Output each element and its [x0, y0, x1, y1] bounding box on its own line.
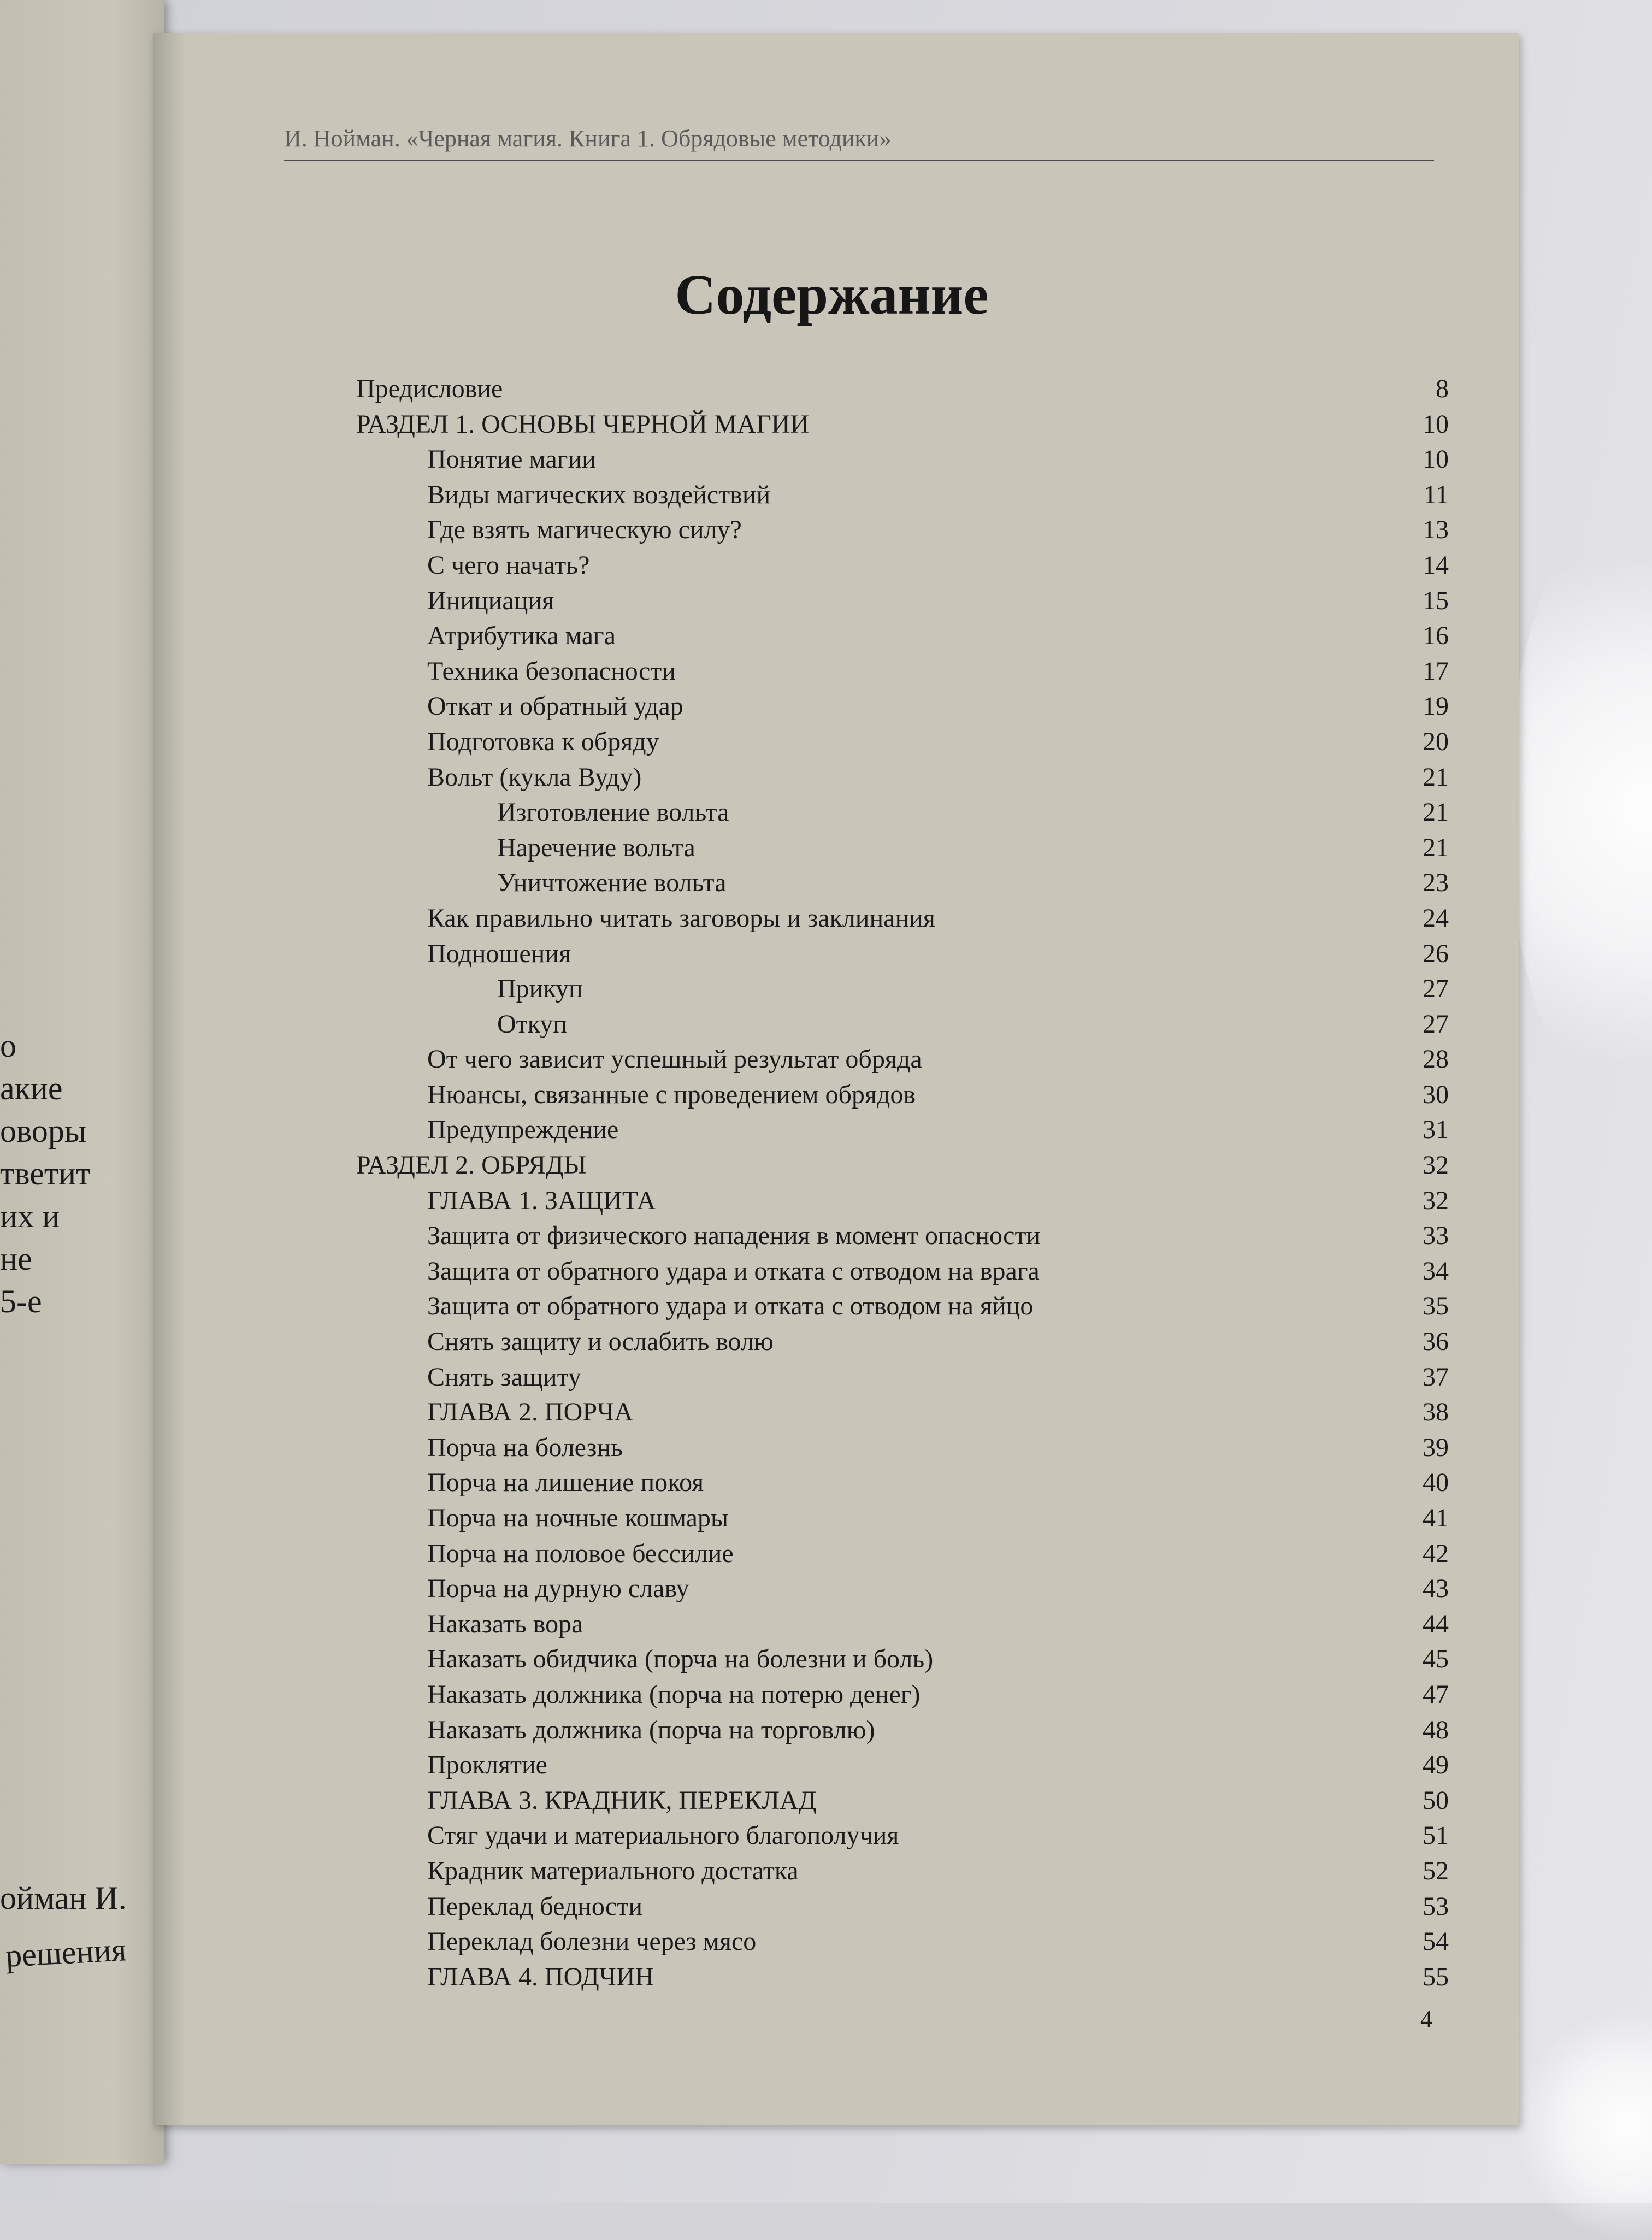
toc-entry-title: ГЛАВА 3. КРАДНИК, ПЕРЕКЛАД	[427, 1785, 817, 1815]
toc-entry-title: С чего начать?	[427, 550, 590, 580]
toc-entry-title: Порча на лишение покоя	[427, 1468, 704, 1498]
toc-entry-page: 21	[1423, 798, 1449, 827]
toc-entry-title: Где взять магическую силу?	[427, 515, 742, 545]
toc-entry	[356, 618, 1449, 654]
toc-entry	[356, 1395, 1449, 1430]
toc-entry	[356, 1112, 1449, 1148]
toc-entry-page: 32	[1423, 1186, 1449, 1215]
toc-entry-title: Стяг удачи и материального благополучия	[427, 1821, 899, 1850]
toc-entry-title: Изготовление вольта	[497, 798, 729, 827]
toc-entry-title: Снять защиту	[427, 1362, 581, 1392]
toc-entry-page: 47	[1423, 1679, 1449, 1709]
toc-entry-page: 15	[1423, 586, 1449, 615]
left-page-text: акие	[0, 1070, 63, 1106]
table-of-contents	[356, 372, 1449, 1995]
toc-entry-title: Защита от обратного удара и отката с отводом на яйцо	[427, 1292, 1034, 1321]
toc-entry	[356, 865, 1449, 901]
toc-entry	[356, 583, 1449, 619]
toc-entry	[356, 1042, 1449, 1077]
left-page-text: ойман И.	[0, 1880, 127, 1916]
toc-entry-title: Переклад бедности	[427, 1891, 643, 1921]
toc-entry-title: Как правильно читать заговоры и заклинания	[427, 903, 935, 933]
toc-entry-title: ГЛАВА 2. ПОРЧА	[427, 1398, 633, 1427]
toc-entry-page: 24	[1423, 903, 1449, 933]
toc-entry-title: Наречение вольта	[497, 833, 695, 862]
toc-entry-title: Откат и обратный удар	[427, 692, 683, 721]
toc-entry-title: Предисловие	[356, 374, 503, 403]
toc-entry-page: 40	[1423, 1468, 1449, 1498]
left-page-text: их и	[0, 1198, 60, 1234]
toc-entry-title: Атрибутика мага	[427, 621, 616, 651]
toc-entry	[356, 1748, 1449, 1783]
toc-entry	[356, 1818, 1449, 1854]
toc-entry	[356, 1783, 1449, 1819]
toc-entry-title: Наказать должника (порча на торговлю)	[427, 1715, 875, 1744]
toc-entry-page: 50	[1423, 1785, 1449, 1815]
toc-entry	[356, 372, 1449, 407]
toc-entry	[356, 407, 1449, 443]
toc-entry	[356, 1924, 1449, 1960]
toc-entry	[356, 1854, 1449, 1889]
toc-entry-title: ГЛАВА 1. ЗАЩИТА	[427, 1186, 656, 1215]
toc-entry-page: 21	[1423, 833, 1449, 862]
toc-entry-page: 39	[1423, 1433, 1449, 1462]
toc-entry	[356, 1677, 1449, 1713]
toc-entry	[356, 512, 1449, 548]
toc-entry-page: 10	[1423, 445, 1449, 474]
toc-entry	[356, 1536, 1449, 1572]
toc-entry-page: 42	[1423, 1538, 1449, 1568]
toc-entry-title: Прикуп	[497, 974, 583, 1004]
toc-entry-page: 28	[1423, 1045, 1449, 1074]
toc-entry	[356, 1501, 1449, 1536]
toc-entry-title: ГЛАВА 4. ПОДЧИН	[427, 1962, 654, 1991]
left-page-text: тветит	[0, 1156, 91, 1192]
toc-entry-title: Порча на дурную славу	[427, 1574, 689, 1604]
toc-entry	[356, 795, 1449, 830]
toc-title: Содержание	[675, 263, 989, 326]
toc-entry-title: Защита от обратного удара и отката с отводом на врага	[427, 1256, 1040, 1286]
toc-entry-page: 10	[1423, 409, 1449, 439]
toc-entry-page: 16	[1423, 621, 1449, 651]
toc-entry-page: 37	[1423, 1362, 1449, 1392]
toc-entry-page: 13	[1423, 515, 1449, 545]
toc-entry	[356, 936, 1449, 972]
toc-entry-page: 33	[1423, 1221, 1449, 1251]
toc-entry	[356, 971, 1449, 1007]
book-page	[153, 33, 1519, 2125]
toc-entry	[356, 1642, 1449, 1677]
left-page-text: о	[0, 1028, 16, 1064]
toc-entry	[356, 1607, 1449, 1642]
toc-entry	[356, 1713, 1449, 1748]
toc-entry-page: 19	[1423, 692, 1449, 721]
toc-entry-title: Виды магических воздействий	[427, 480, 771, 509]
toc-entry-page: 48	[1423, 1715, 1449, 1744]
toc-entry-page: 43	[1423, 1574, 1449, 1604]
toc-entry	[356, 1254, 1449, 1289]
toc-entry-page: 30	[1423, 1080, 1449, 1109]
toc-entry-title: Порча на болезнь	[427, 1433, 623, 1462]
toc-entry-page: 55	[1423, 1962, 1449, 1991]
toc-entry-page: 14	[1423, 550, 1449, 580]
toc-entry-title: От чего зависит успешный результат обряда	[427, 1045, 922, 1074]
toc-entry	[356, 901, 1449, 936]
toc-entry-title: Откуп	[497, 1009, 567, 1039]
toc-entry-page: 31	[1423, 1115, 1449, 1145]
toc-entry	[356, 478, 1449, 513]
toc-entry-page: 38	[1423, 1398, 1449, 1427]
toc-entry-title: Порча на ночные кошмары	[427, 1504, 729, 1532]
toc-entry-page: 53	[1423, 1891, 1449, 1921]
toc-entry-title: Подношения	[427, 939, 571, 968]
toc-entry	[356, 1960, 1449, 1995]
toc-entry	[356, 548, 1449, 583]
header-rule	[284, 160, 1434, 161]
toc-entry	[356, 1465, 1449, 1501]
left-page-text: 5-е	[0, 1283, 42, 1319]
toc-entry-title: РАЗДЕЛ 1. ОСНОВЫ ЧЕРНОЙ МАГИИ	[356, 409, 810, 439]
toc-entry-title: Предупреждение	[427, 1115, 619, 1145]
toc-entry-page: 27	[1423, 974, 1449, 1004]
toc-entry-title: Переклад болезни через мясо	[427, 1927, 757, 1956]
toc-entry-page: 17	[1423, 656, 1449, 686]
toc-entry-page: 11	[1423, 480, 1449, 509]
toc-entry-page: 23	[1423, 868, 1449, 898]
toc-entry-title: Уничтожение вольта	[497, 868, 727, 898]
toc-entry-page: 35	[1423, 1292, 1449, 1321]
toc-entry-page: 51	[1423, 1821, 1449, 1850]
toc-entry-page: 49	[1423, 1750, 1449, 1780]
toc-entry-page: 21	[1423, 762, 1449, 792]
toc-entry-page: 27	[1423, 1009, 1449, 1039]
toc-entry-page: 52	[1423, 1856, 1449, 1885]
toc-entry	[356, 1430, 1449, 1466]
toc-entry-title: Защита от физического нападения в момент опасности	[427, 1221, 1041, 1251]
toc-entry-title: Крадник материального достатка	[427, 1856, 799, 1885]
toc-entry-title: Нюансы, связанные с проведением обрядов	[427, 1080, 916, 1109]
toc-entry	[356, 1324, 1449, 1360]
left-page-text: не	[0, 1241, 32, 1277]
toc-entry-title: Подготовка к обряду	[427, 727, 659, 756]
toc-entry-title: Порча на половое бессилие	[427, 1538, 734, 1568]
toc-entry	[356, 830, 1449, 866]
toc-entry	[356, 1148, 1449, 1183]
toc-entry-title: Инициация	[427, 586, 554, 615]
toc-entry-page: 8	[1436, 374, 1449, 403]
toc-entry-title: Понятие магии	[427, 445, 596, 474]
toc-entry	[356, 1007, 1449, 1042]
toc-entry	[356, 760, 1449, 795]
toc-entry-page: 34	[1423, 1256, 1449, 1286]
toc-entry-page: 26	[1423, 939, 1449, 968]
toc-entry	[356, 1289, 1449, 1324]
toc-entry	[356, 1360, 1449, 1395]
toc-entry-page: 36	[1423, 1327, 1449, 1357]
toc-entry	[356, 1183, 1449, 1219]
running-head: И. Нойман. «Черная магия. Книга 1. Обрядовые методики»	[284, 125, 892, 152]
toc-entry	[356, 689, 1449, 724]
toc-entry-title: Наказать обидчика (порча на болезни и боль)	[427, 1644, 934, 1674]
toc-entry	[356, 1571, 1449, 1607]
toc-entry	[356, 1889, 1449, 1925]
toc-entry-title: Наказать вора	[427, 1609, 583, 1638]
toc-entry-page: 41	[1423, 1504, 1449, 1532]
toc-entry	[356, 1218, 1449, 1254]
left-page-text: оворы	[0, 1113, 87, 1149]
toc-entry-title: Снять защиту и ослабить волю	[427, 1327, 774, 1357]
left-page-text: решения	[4, 1931, 127, 1974]
page-number: 4	[1420, 2006, 1432, 2032]
toc-entry	[356, 724, 1449, 760]
toc-entry-page: 54	[1423, 1927, 1449, 1956]
toc-entry-page: 44	[1423, 1609, 1449, 1638]
toc-entry-page: 20	[1423, 727, 1449, 756]
toc-entry	[356, 1077, 1449, 1113]
toc-entry-title: Техника безопасности	[427, 656, 676, 686]
toc-entry-page: 45	[1423, 1644, 1449, 1674]
toc-entry-title: РАЗДЕЛ 2. ОБРЯДЫ	[356, 1151, 587, 1180]
toc-entry-page: 32	[1423, 1151, 1449, 1180]
toc-entry-title: Проклятие	[427, 1750, 547, 1780]
toc-entry-title: Наказать должника (порча на потерю денег)	[427, 1679, 921, 1709]
toc-entry	[356, 654, 1449, 689]
previous-page	[0, 0, 164, 2164]
toc-entry	[356, 442, 1449, 478]
toc-entry-title: Вольт (кукла Вуду)	[427, 762, 642, 792]
